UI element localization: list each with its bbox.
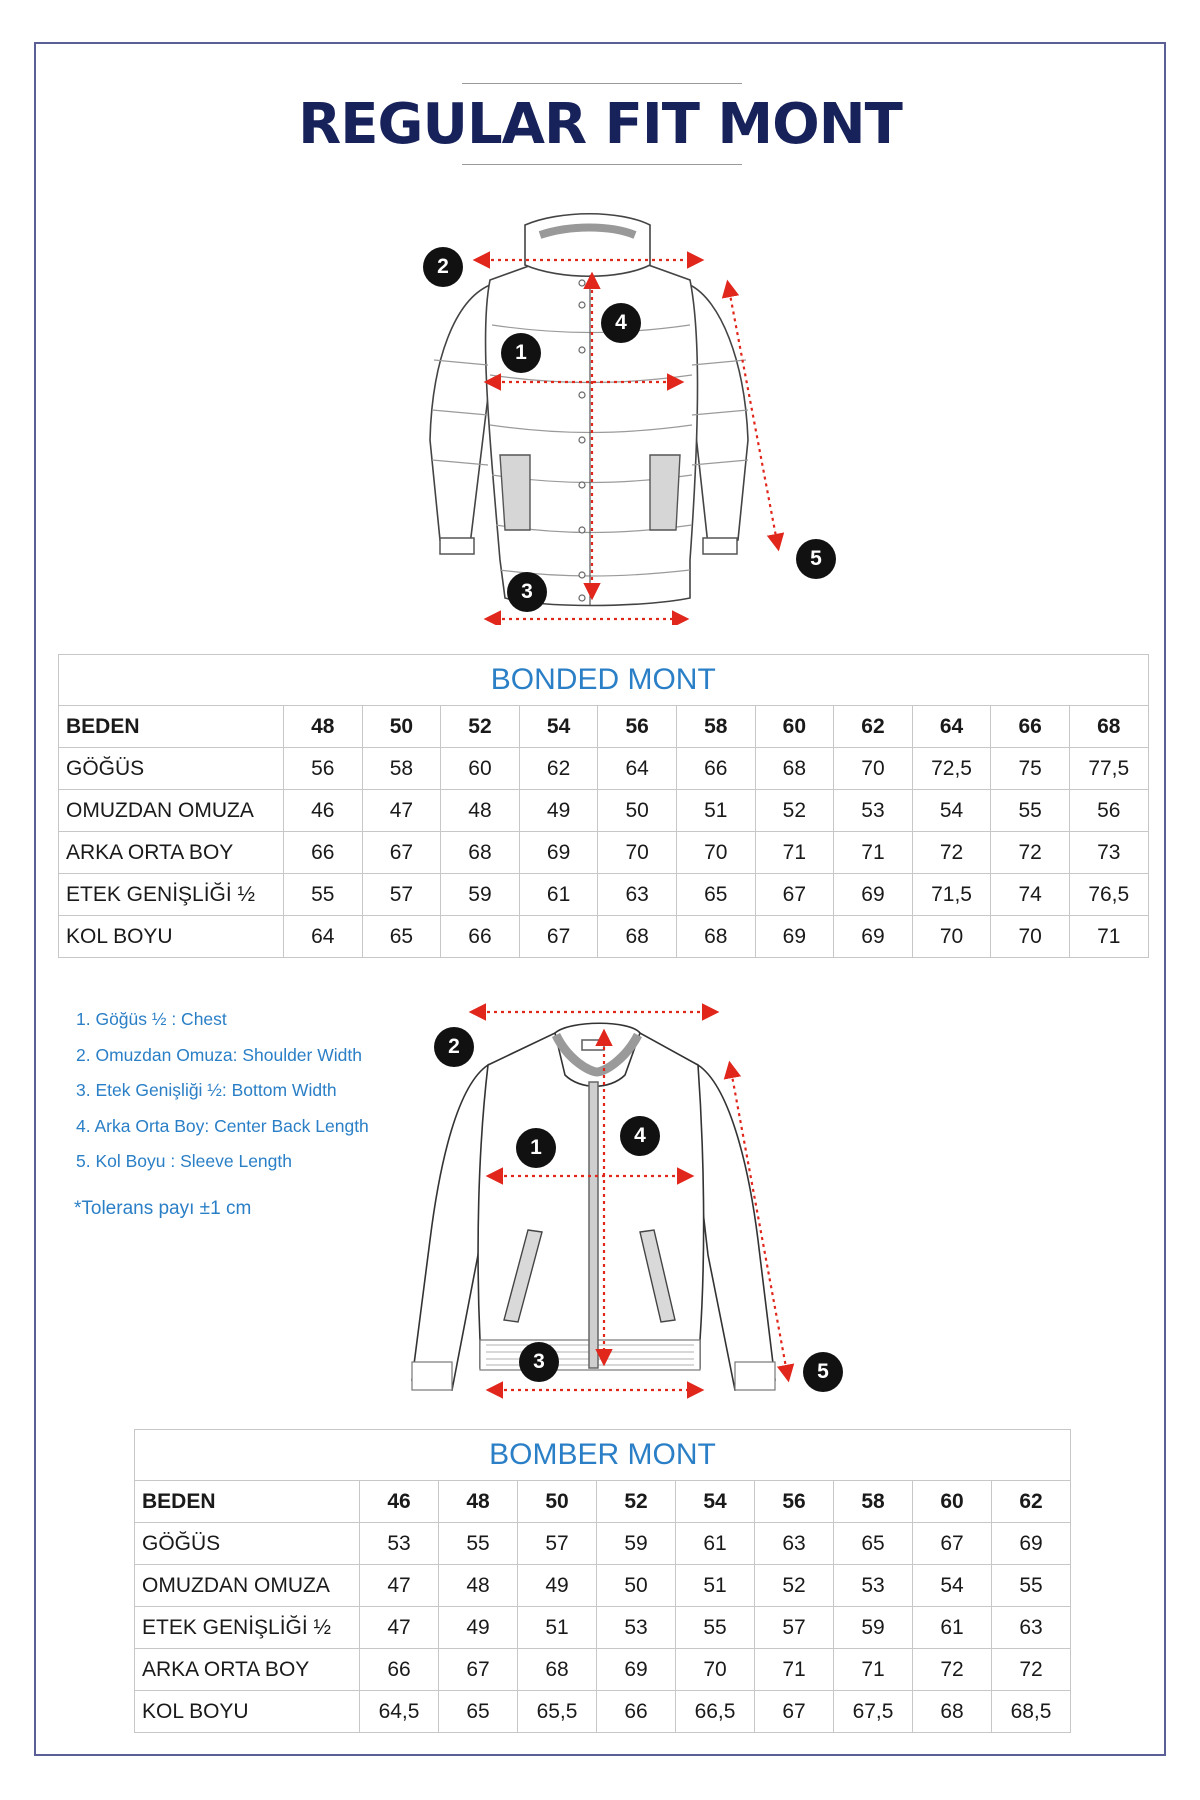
measurement-cell: 49 (519, 790, 598, 832)
size-header-cell: 64 (912, 706, 991, 748)
measurement-cell: 53 (834, 1565, 913, 1607)
measurement-cell: 66,5 (676, 1691, 755, 1733)
measurement-label: ETEK GENİŞLİĞİ ½ (59, 874, 284, 916)
bonded-size-table (58, 654, 1149, 958)
bonded-marker-5: 5 (796, 539, 836, 579)
size-header-cell: 66 (991, 706, 1070, 748)
bonded-table-caption: BONDED MONT (59, 655, 1149, 706)
measurement-cell: 51 (676, 790, 755, 832)
measurement-cell: 51 (676, 1565, 755, 1607)
measurement-cell: 71 (755, 832, 834, 874)
size-header-cell: 52 (597, 1481, 676, 1523)
measurement-cell: 62 (519, 748, 598, 790)
measurement-cell: 66 (284, 832, 363, 874)
measurement-row (59, 748, 1149, 790)
measurement-cell: 69 (834, 916, 913, 958)
measurement-cell: 49 (439, 1607, 518, 1649)
measurement-cell: 65,5 (518, 1691, 597, 1733)
title-rule-bottom (462, 164, 742, 165)
measurement-row (135, 1691, 1071, 1733)
measurement-cell: 66 (360, 1649, 439, 1691)
size-header-cell: 48 (284, 706, 363, 748)
measurement-cell: 55 (439, 1523, 518, 1565)
measurement-cell: 68 (676, 916, 755, 958)
measurement-cell: 48 (439, 1565, 518, 1607)
measurement-cell: 70 (834, 748, 913, 790)
measurement-cell: 63 (598, 874, 677, 916)
measurement-row (59, 832, 1149, 874)
measurement-cell: 63 (992, 1607, 1071, 1649)
bonded-jacket-diagram (410, 205, 790, 625)
measurement-cell: 54 (913, 1565, 992, 1607)
measurement-cell: 48 (441, 790, 520, 832)
measurement-row (135, 1607, 1071, 1649)
bomber-marker-5: 5 (803, 1352, 843, 1392)
measurement-cell: 69 (519, 832, 598, 874)
measurement-legend (76, 1003, 369, 1181)
measurement-cell: 70 (598, 832, 677, 874)
size-header-cell: 50 (362, 706, 441, 748)
measurement-cell: 59 (834, 1607, 913, 1649)
measurement-cell: 71 (834, 832, 913, 874)
measurement-label: KOL BOYU (59, 916, 284, 958)
size-header-cell: 68 (1069, 706, 1148, 748)
bomber-marker-2: 2 (434, 1027, 474, 1067)
bomber-jacket-zipper (589, 1082, 598, 1368)
measurement-cell: 66 (597, 1691, 676, 1733)
size-header-cell: 50 (518, 1481, 597, 1523)
measurement-cell: 69 (992, 1523, 1071, 1565)
measurement-cell: 72,5 (912, 748, 991, 790)
measurement-cell: 65 (362, 916, 441, 958)
size-header-label: BEDEN (135, 1481, 360, 1523)
measurement-cell: 61 (519, 874, 598, 916)
measurement-label: ARKA ORTA BOY (135, 1649, 360, 1691)
measurement-cell: 76,5 (1069, 874, 1148, 916)
measurement-cell: 68 (441, 832, 520, 874)
measurement-cell: 55 (676, 1607, 755, 1649)
measurement-cell: 47 (360, 1565, 439, 1607)
size-header-cell: 56 (755, 1481, 834, 1523)
size-header-cell: 60 (913, 1481, 992, 1523)
measurement-cell: 55 (991, 790, 1070, 832)
measurement-row (59, 874, 1149, 916)
measurement-cell: 77,5 (1069, 748, 1148, 790)
measurement-cell: 54 (912, 790, 991, 832)
measurement-cell: 70 (912, 916, 991, 958)
bonded-jacket-outline (430, 214, 748, 606)
measurement-cell: 71,5 (912, 874, 991, 916)
measurement-cell: 50 (597, 1565, 676, 1607)
measurement-cell: 67 (519, 916, 598, 958)
size-header-cell: 54 (519, 706, 598, 748)
size-header-cell: 48 (439, 1481, 518, 1523)
measurement-cell: 72 (913, 1649, 992, 1691)
measurement-cell: 59 (441, 874, 520, 916)
measurement-row (59, 790, 1149, 832)
measurement-cell: 72 (991, 832, 1070, 874)
measurement-cell: 67 (755, 874, 834, 916)
size-header-row (59, 706, 1149, 748)
measurement-cell: 70 (676, 832, 755, 874)
bonded-marker-3: 3 (507, 572, 547, 612)
tolerance-note: *Tolerans payı ±1 cm (74, 1198, 252, 1219)
bonded-marker-4: 4 (601, 303, 641, 343)
measurement-cell: 57 (362, 874, 441, 916)
measurement-cell: 65 (439, 1691, 518, 1733)
measurement-cell: 64,5 (360, 1691, 439, 1733)
measurement-cell: 74 (991, 874, 1070, 916)
measurement-cell: 71 (755, 1649, 834, 1691)
measurement-cell: 66 (441, 916, 520, 958)
measurement-cell: 73 (1069, 832, 1148, 874)
measurement-label: ETEK GENİŞLİĞİ ½ (135, 1607, 360, 1649)
legend-item-chest: 1. Göğüs ½ : Chest (76, 1009, 227, 1029)
measurement-row (135, 1649, 1071, 1691)
measurement-cell: 53 (597, 1607, 676, 1649)
size-header-cell: 52 (441, 706, 520, 748)
measurement-cell: 57 (518, 1523, 597, 1565)
measurement-cell: 65 (676, 874, 755, 916)
measurement-cell: 70 (991, 916, 1070, 958)
measurement-cell: 49 (518, 1565, 597, 1607)
measurement-cell: 67 (439, 1649, 518, 1691)
measurement-cell: 71 (1069, 916, 1148, 958)
measurement-cell: 52 (755, 790, 834, 832)
measurement-cell: 52 (755, 1565, 834, 1607)
measurement-cell: 53 (834, 790, 913, 832)
measurement-cell: 67,5 (834, 1691, 913, 1733)
measurement-cell: 53 (360, 1523, 439, 1565)
measurement-cell: 50 (598, 790, 677, 832)
measurement-cell: 46 (284, 790, 363, 832)
size-header-row (135, 1481, 1071, 1523)
measurement-cell: 63 (755, 1523, 834, 1565)
legend-item-bottom: 3. Etek Genişliği ½: Bottom Width (76, 1080, 337, 1100)
size-header-cell: 46 (360, 1481, 439, 1523)
size-header-cell: 58 (834, 1481, 913, 1523)
measurement-cell: 69 (834, 874, 913, 916)
bonded-marker-2: 2 (423, 247, 463, 287)
measurement-cell: 67 (913, 1523, 992, 1565)
measurement-label: ARKA ORTA BOY (59, 832, 284, 874)
size-header-cell: 60 (755, 706, 834, 748)
title-rule-top (462, 83, 742, 84)
measurement-cell: 57 (755, 1607, 834, 1649)
measurement-cell: 61 (913, 1607, 992, 1649)
measurement-cell: 55 (284, 874, 363, 916)
measurement-cell: 68 (755, 748, 834, 790)
legend-item-shoulder: 2. Omuzdan Omuza: Shoulder Width (76, 1044, 362, 1065)
size-header-cell: 62 (992, 1481, 1071, 1523)
measurement-cell: 71 (834, 1649, 913, 1691)
measurement-cell: 68,5 (992, 1691, 1071, 1733)
measurement-cell: 51 (518, 1607, 597, 1649)
bomber-marker-4: 4 (620, 1116, 660, 1156)
measurement-cell: 72 (912, 832, 991, 874)
measurement-cell: 58 (362, 748, 441, 790)
measurement-label: OMUZDAN OMUZA (135, 1565, 360, 1607)
measurement-cell: 55 (992, 1565, 1071, 1607)
measurement-cell: 47 (360, 1607, 439, 1649)
measurement-row (135, 1565, 1071, 1607)
size-header-cell: 58 (676, 706, 755, 748)
bomber-size-table (134, 1429, 1071, 1733)
measurement-cell: 68 (598, 916, 677, 958)
measurement-cell: 47 (362, 790, 441, 832)
measurement-cell: 66 (676, 748, 755, 790)
legend-item-sleeve: 5. Kol Boyu : Sleeve Length (76, 1151, 292, 1171)
measurement-cell: 67 (755, 1691, 834, 1733)
size-header-cell: 62 (834, 706, 913, 748)
measurement-label: KOL BOYU (135, 1691, 360, 1733)
page-title: REGULAR FIT MONT (298, 92, 902, 157)
measurement-cell: 59 (597, 1523, 676, 1565)
measurement-cell: 65 (834, 1523, 913, 1565)
size-header-label: BEDEN (59, 706, 284, 748)
measurement-cell: 64 (284, 916, 363, 958)
bonded-marker-1: 1 (501, 333, 541, 373)
measurement-cell: 67 (362, 832, 441, 874)
measurement-label: GÖĞÜS (135, 1523, 360, 1565)
measurement-cell: 69 (755, 916, 834, 958)
measurement-cell: 68 (518, 1649, 597, 1691)
measurement-cell: 72 (992, 1649, 1071, 1691)
measurement-row (59, 916, 1149, 958)
measurement-cell: 75 (991, 748, 1070, 790)
measurement-cell: 68 (913, 1691, 992, 1733)
bomber-marker-1: 1 (516, 1128, 556, 1168)
measurement-label: OMUZDAN OMUZA (59, 790, 284, 832)
bomber-table-caption: BOMBER MONT (135, 1430, 1071, 1481)
measurement-cell: 64 (598, 748, 677, 790)
bomber-marker-3: 3 (519, 1342, 559, 1382)
measurement-cell: 61 (676, 1523, 755, 1565)
size-header-cell: 56 (598, 706, 677, 748)
measurement-row (135, 1523, 1071, 1565)
measurement-label: GÖĞÜS (59, 748, 284, 790)
size-header-cell: 54 (676, 1481, 755, 1523)
measurement-cell: 70 (676, 1649, 755, 1691)
measurement-cell: 56 (284, 748, 363, 790)
measurement-cell: 69 (597, 1649, 676, 1691)
measurement-cell: 60 (441, 748, 520, 790)
legend-item-center-back: 4. Arka Orta Boy: Center Back Length (76, 1115, 369, 1136)
measurement-cell: 56 (1069, 790, 1148, 832)
